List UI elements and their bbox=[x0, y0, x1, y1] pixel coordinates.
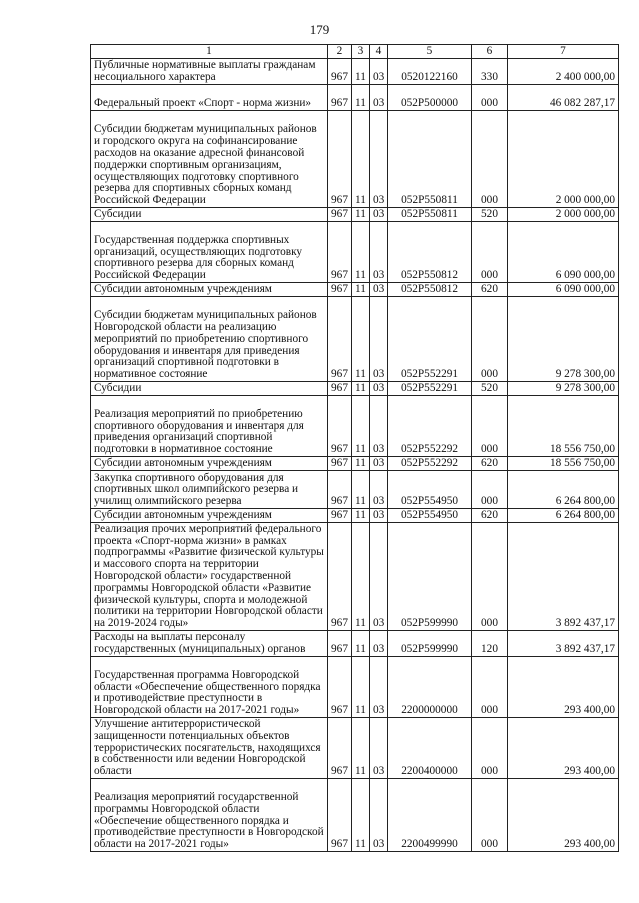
table-row bbox=[91, 457, 619, 471]
row-target-code: 2200400000 bbox=[388, 718, 472, 779]
row-amount: 3 892 437,17 bbox=[508, 523, 619, 631]
row-target-code: 052P552292 bbox=[388, 457, 472, 471]
row-name: Реализация мероприятий государственной программы Новгородской области «Обеспечение общественного порядка и противодействие преступности в Новгородской области на 2017-2021 годы» bbox=[91, 779, 328, 852]
table-row bbox=[91, 297, 619, 382]
row-amount: 293 400,00 bbox=[508, 657, 619, 718]
row-subsection: 03 bbox=[370, 59, 388, 85]
table-row bbox=[91, 382, 619, 396]
row-amount: 18 556 750,00 bbox=[508, 396, 619, 457]
row-ministry-code: 967 bbox=[328, 718, 352, 779]
table-row bbox=[91, 208, 619, 222]
row-ministry-code: 967 bbox=[328, 111, 352, 208]
row-amount: 293 400,00 bbox=[508, 779, 619, 852]
row-amount: 3 892 437,17 bbox=[508, 631, 619, 657]
row-expense-type: 000 bbox=[472, 657, 508, 718]
table-row bbox=[91, 59, 619, 85]
row-subsection: 03 bbox=[370, 718, 388, 779]
table-row bbox=[91, 523, 619, 631]
row-target-code: 052P599990 bbox=[388, 631, 472, 657]
row-amount: 6 264 800,00 bbox=[508, 509, 619, 523]
row-name: Реализация прочих мероприятий федерального проекта «Спорт-норма жизни» в рамках подпрограммы «Развитие физической культуры и массового спорта на территории Новгородской области» государственной программы Новгородской области «Развитие физической культуры, спорта и молодежной политики на территории Новгородской области на 2019-2024 годы» bbox=[91, 523, 328, 631]
row-target-code: 2200499990 bbox=[388, 779, 472, 852]
row-subsection: 03 bbox=[370, 222, 388, 283]
row-expense-type: 520 bbox=[472, 208, 508, 222]
row-subsection: 03 bbox=[370, 471, 388, 509]
row-expense-type: 000 bbox=[472, 779, 508, 852]
row-name: Субсидии bbox=[91, 382, 328, 396]
row-name: Субсидии автономным учреждениям bbox=[91, 509, 328, 523]
page-number: 179 bbox=[309, 22, 330, 37]
row-ministry-code: 967 bbox=[328, 779, 352, 852]
row-target-code: 052P550812 bbox=[388, 222, 472, 283]
row-subsection: 03 bbox=[370, 297, 388, 382]
column-header: 5 bbox=[388, 45, 472, 59]
row-subsection: 03 bbox=[370, 208, 388, 222]
row-amount: 2 400 000,00 bbox=[508, 59, 619, 85]
row-amount: 18 556 750,00 bbox=[508, 457, 619, 471]
row-target-code: 052P550812 bbox=[388, 283, 472, 297]
row-section: 11 bbox=[352, 297, 370, 382]
column-header: 7 bbox=[508, 45, 619, 59]
row-name: Федеральный проект «Спорт - норма жизни» bbox=[91, 85, 328, 111]
table-row bbox=[91, 283, 619, 297]
row-expense-type: 620 bbox=[472, 283, 508, 297]
row-target-code: 052P552291 bbox=[388, 382, 472, 396]
header-row bbox=[91, 45, 619, 59]
row-expense-type: 000 bbox=[472, 718, 508, 779]
row-subsection: 03 bbox=[370, 457, 388, 471]
row-target-code: 052P554950 bbox=[388, 471, 472, 509]
row-subsection: 03 bbox=[370, 283, 388, 297]
row-section: 11 bbox=[352, 59, 370, 85]
row-name: Субсидии автономным учреждениям bbox=[91, 457, 328, 471]
row-name: Субсидии bbox=[91, 208, 328, 222]
row-target-code: 2200000000 bbox=[388, 657, 472, 718]
row-ministry-code: 967 bbox=[328, 471, 352, 509]
row-ministry-code: 967 bbox=[328, 396, 352, 457]
row-amount: 293 400,00 bbox=[508, 718, 619, 779]
row-name: Закупка спортивного оборудования для спортивных школ олимпийского резерва и училищ олимпийского резерва bbox=[91, 471, 328, 509]
row-ministry-code: 967 bbox=[328, 657, 352, 718]
row-subsection: 03 bbox=[370, 631, 388, 657]
row-section: 11 bbox=[352, 208, 370, 222]
row-amount: 9 278 300,00 bbox=[508, 382, 619, 396]
row-ministry-code: 967 bbox=[328, 85, 352, 111]
row-ministry-code: 967 bbox=[328, 382, 352, 396]
row-section: 11 bbox=[352, 111, 370, 208]
row-expense-type: 000 bbox=[472, 396, 508, 457]
table-row bbox=[91, 471, 619, 509]
column-header: 3 bbox=[352, 45, 370, 59]
row-expense-type: 120 bbox=[472, 631, 508, 657]
row-section: 11 bbox=[352, 657, 370, 718]
table-row bbox=[91, 111, 619, 208]
row-section: 11 bbox=[352, 631, 370, 657]
row-target-code: 052P550811 bbox=[388, 208, 472, 222]
row-name: Субсидии бюджетам муниципальных районов и городского округа на софинансирование расходов на оказание адресной финансовой поддержки спортивным организациям, осуществляющих подготовку спортивного резерва для спортивных сборных команд Российской Федерации bbox=[91, 111, 328, 208]
row-ministry-code: 967 bbox=[328, 509, 352, 523]
row-amount: 6 090 000,00 bbox=[508, 283, 619, 297]
row-section: 11 bbox=[352, 85, 370, 111]
row-target-code: 052P554950 bbox=[388, 509, 472, 523]
row-ministry-code: 967 bbox=[328, 523, 352, 631]
row-target-code: 0520122160 bbox=[388, 59, 472, 85]
row-amount: 46 082 287,17 bbox=[508, 85, 619, 111]
table-row bbox=[91, 509, 619, 523]
row-name: Субсидии бюджетам муниципальных районов Новгородской области на реализацию мероприятий по приобретению спортивного оборудования и инвентаря для приведения организаций спортивной подготовки в нормативное состояние bbox=[91, 297, 328, 382]
row-subsection: 03 bbox=[370, 523, 388, 631]
row-name: Улучшение антитеррористической защищенности потенциальных объектов террористических посягательств, находящихся в собственности или ведении Новгородской области bbox=[91, 718, 328, 779]
row-subsection: 03 bbox=[370, 111, 388, 208]
column-header: 4 bbox=[370, 45, 388, 59]
row-expense-type: 000 bbox=[472, 297, 508, 382]
row-expense-type: 620 bbox=[472, 509, 508, 523]
row-amount: 9 278 300,00 bbox=[508, 297, 619, 382]
row-section: 11 bbox=[352, 396, 370, 457]
row-ministry-code: 967 bbox=[328, 222, 352, 283]
row-subsection: 03 bbox=[370, 382, 388, 396]
row-target-code: 052P599990 bbox=[388, 523, 472, 631]
row-expense-type: 000 bbox=[472, 85, 508, 111]
row-name: Субсидии автономным учреждениям bbox=[91, 283, 328, 297]
row-target-code: 052P500000 bbox=[388, 85, 472, 111]
row-expense-type: 330 bbox=[472, 59, 508, 85]
row-name: Расходы на выплаты персоналу государственных (муниципальных) органов bbox=[91, 631, 328, 657]
row-subsection: 03 bbox=[370, 779, 388, 852]
row-target-code: 052P550811 bbox=[388, 111, 472, 208]
row-amount: 2 000 000,00 bbox=[508, 111, 619, 208]
row-expense-type: 620 bbox=[472, 457, 508, 471]
row-amount: 6 090 000,00 bbox=[508, 222, 619, 283]
table-row bbox=[91, 657, 619, 718]
row-ministry-code: 967 bbox=[328, 631, 352, 657]
row-expense-type: 000 bbox=[472, 523, 508, 631]
row-section: 11 bbox=[352, 382, 370, 396]
row-name: Публичные нормативные выплаты гражданам несоциального характера bbox=[91, 59, 328, 85]
row-amount: 6 264 800,00 bbox=[508, 471, 619, 509]
column-header: 1 bbox=[91, 45, 328, 59]
row-section: 11 bbox=[352, 509, 370, 523]
table-row bbox=[91, 396, 619, 457]
row-expense-type: 520 bbox=[472, 382, 508, 396]
table-row bbox=[91, 718, 619, 779]
row-expense-type: 000 bbox=[472, 471, 508, 509]
row-subsection: 03 bbox=[370, 509, 388, 523]
row-expense-type: 000 bbox=[472, 111, 508, 208]
row-amount: 2 000 000,00 bbox=[508, 208, 619, 222]
row-ministry-code: 967 bbox=[328, 59, 352, 85]
table-row bbox=[91, 85, 619, 111]
row-subsection: 03 bbox=[370, 85, 388, 111]
row-ministry-code: 967 bbox=[328, 283, 352, 297]
row-expense-type: 000 bbox=[472, 222, 508, 283]
row-ministry-code: 967 bbox=[328, 208, 352, 222]
row-subsection: 03 bbox=[370, 396, 388, 457]
table-row bbox=[91, 779, 619, 852]
row-section: 11 bbox=[352, 222, 370, 283]
row-name: Реализация мероприятий по приобретению спортивного оборудования и инвентаря для приведения организаций спортивной подготовки в нормативное состояние bbox=[91, 396, 328, 457]
budget-table bbox=[90, 44, 619, 852]
row-section: 11 bbox=[352, 471, 370, 509]
row-name: Государственная поддержка спортивных организаций, осуществляющих подготовку спортивного резерва для сборных команд Российской Федерации bbox=[91, 222, 328, 283]
row-ministry-code: 967 bbox=[328, 457, 352, 471]
row-section: 11 bbox=[352, 523, 370, 631]
row-section: 11 bbox=[352, 457, 370, 471]
table-row bbox=[91, 631, 619, 657]
row-section: 11 bbox=[352, 779, 370, 852]
row-name: Государственная программа Новгородской области «Обеспечение общественного порядка и противодействие преступности в Новгородской области на 2017-2021 годы» bbox=[91, 657, 328, 718]
row-subsection: 03 bbox=[370, 657, 388, 718]
row-target-code: 052P552291 bbox=[388, 297, 472, 382]
column-header: 2 bbox=[328, 45, 352, 59]
row-section: 11 bbox=[352, 283, 370, 297]
column-header: 6 bbox=[472, 45, 508, 59]
row-section: 11 bbox=[352, 718, 370, 779]
table-row bbox=[91, 222, 619, 283]
row-target-code: 052P552292 bbox=[388, 396, 472, 457]
row-ministry-code: 967 bbox=[328, 297, 352, 382]
